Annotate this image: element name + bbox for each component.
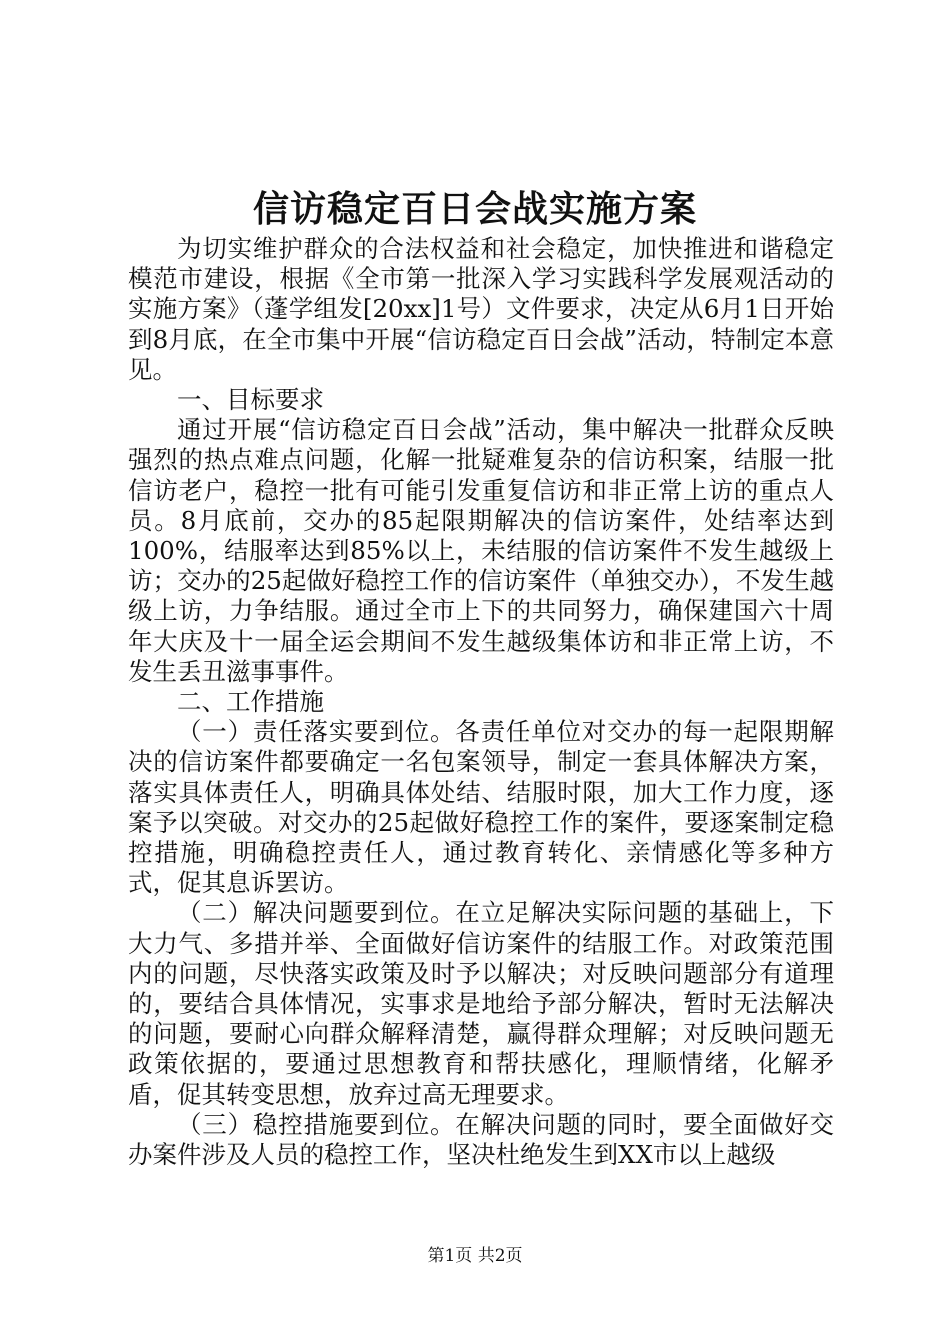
measure-3-paragraph: （三）稳控措施要到位。在解决问题的同时，要全面做好交办案件涉及人员的稳控工作，坚决杜绝发生到XX市以上越级 [128, 1109, 834, 1170]
measure-2-paragraph: （二）解决问题要到位。在立足解决实际问题的基础上，下大力气、多措并举、全面做好信访案件的结服工作。对政策范围内的问题，尽快落实政策及时予以解决；对反映问题部分有道理的，要结合具体情况，实事求是地给予部分解决，暂时无法解决的问题，要耐心向群众解释清楚，赢得群众理解；对反映问题无政策依据的，要通过思想教育和帮扶感化，理顺情绪，化解矛盾，促其转变思想，放弃过高无理要求。 [128, 898, 834, 1109]
goals-paragraph: 通过开展“信访稳定百日会战”活动，集中解决一批群众反映强烈的热点难点问题，化解一批疑难复杂的信访积案，结服一批信访老户，稳控一批有可能引发重复信访和非正常上访的重点人员。8月底前，交办的85起限期解决的信访案件，处结率达到100%，结服率达到85%以上，未结服的信访案件不发生越级上访；交办的25起做好稳控工作的信访案件（单独交办），不发生越级上访，力争结服。通过全市上下的共同努力，确保建国六十周年大庆及十一届全运会期间不发生越级集体访和非正常上访，不发生丢丑滋事事件。 [128, 415, 834, 686]
page-footer: 第1页 共2页 [427, 1246, 523, 1266]
section-heading-measures: 二、工作措施 [177, 687, 324, 717]
measure-1-paragraph: （一）责任落实要到位。各责任单位对交办的每一起限期解决的信访案件都要确定一名包案领导，制定一套具体解决方案，落实具体责任人，明确具体处结、结服时限，加大工作力度，逐案予以突破。对交办的25起做好稳控工作的案件，要逐案制定稳控措施，明确稳控责任人，通过教育转化、亲情感化等多种方式，促其息诉罢访。 [128, 717, 834, 898]
document-body [128, 234, 834, 1170]
document-title: 信访稳定百日会战实施方案 [252, 188, 697, 230]
intro-paragraph: 为切实维护群众的合法权益和社会稳定，加快推进和谐稳定模范市建设，根据《全市第一批深入学习实践科学发展观活动的实施方案》（蓬学组发[20xx]1号）文件要求，决定从6月1日开始到8月底，在全市集中开展“信访稳定百日会战”活动，特制定本意见。 [128, 234, 834, 384]
section-heading-goals: 一、目标要求 [177, 385, 324, 415]
